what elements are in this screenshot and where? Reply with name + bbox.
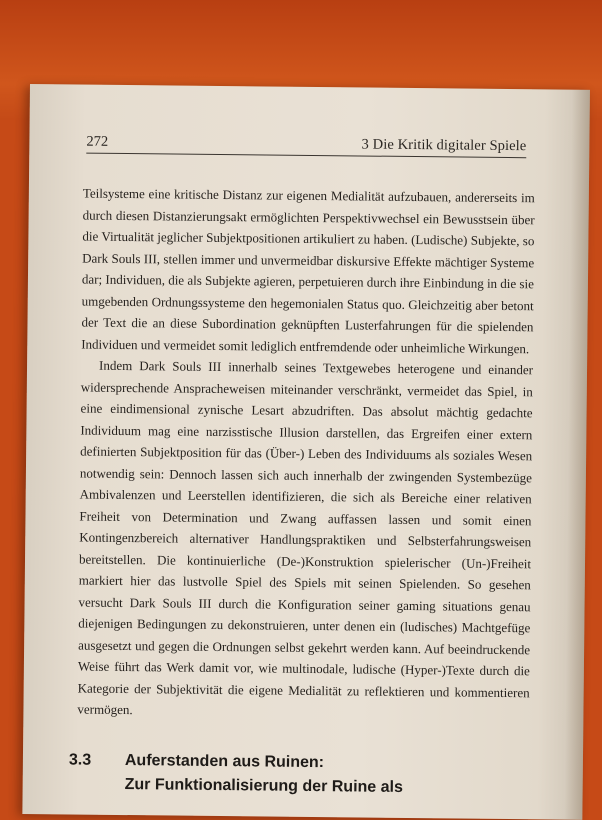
running-header — [86, 131, 526, 159]
paragraph-1: Teilsysteme eine kritische Distanz zur eigenen Medialität aufzubauen, andererseits im durch diesen Distanzierungsakt ermöglichten Perspektivwechsel ein Bewusstsein über die Virtualität jeglicher Subjektpositionen artikuliert zu haben. (Ludische) Subjekte, so Dark Souls III, stellen immer und unvermeidbar diskursive Effekte mächtiger Systeme dar; Individuen, die als Subjekte agieren, perpetuieren durch ihre Einbindung in die sie umgebenden Ordnungssysteme den hegemonialen Status quo. Gleichzeitig aber betont der Text die an diese Subordination geknüpften Lusterfahrungen für die spielenden Individuen und vermeidet somit lediglich entfremdende oder unheimliche Wirkungen. — [81, 185, 535, 356]
section-number: 3.3 — [68, 751, 92, 769]
paragraph-2: Indem Dark Souls III innerhalb seines Textgewebes heterogene und einander widersprechende Anspracheweisen miteinander verschränkt, vermeidet das Spiel, in eine eindimensional zynische Lesart abzudriften. Das absolut mächtig gedachte Individuum mag eine narzisstische Illusion darstellen, das Ergreifen einer extern definierten Subjektposition für das (Über-) Leben des Individuums als soziales Wesen notwendig sein: Dennoch lassen sich auch innerhalb der zwingenden Systembezüge Ambivalenzen und Leerstellen identifizieren, die sich als Bereiche einer relativen Freiheit von Determination und Zwang auffassen lassen und somit einen Kontingenzbereich alternativer Handlungspraktiken und Selbsterfahrungsweisen bereitstellen. Die kontinuierliche (De-)Konstruktion spielerischer (Un-)Freiheit markiert hier das lustvolle Spiel des Spiels mit seinen Spielenden. So gesehen versucht Dark Souls III durch die Konfiguration seiner gaming situations genau diejenigen Bedingungen zu dekonstruieren, unter denen ein (ludisches) Machtgefüge ausgesetzt und gegen die Ordnungen selbst gekehrt werden kann. Auf beeindruckende Weise führt das Werk damit vor, wie multinodale, ludische (Hyper-)Texte durch die Kategorie der Subjektivität die eigene Medialität zu reflektieren und kommentieren vermögen. — [77, 357, 534, 718]
section-subtitle: Zur Funktionalisierung der Ruine als — [124, 776, 404, 796]
section-heading — [68, 748, 539, 796]
book-page — [22, 84, 590, 820]
page-gutter-shadow — [564, 90, 590, 820]
section-title: Auferstanden aus Ruinen: — [124, 752, 325, 772]
chapter-title: 3 Die Kritik digitaler Spiele — [361, 136, 527, 155]
page-number: 272 — [86, 133, 109, 150]
body-text — [77, 183, 535, 725]
